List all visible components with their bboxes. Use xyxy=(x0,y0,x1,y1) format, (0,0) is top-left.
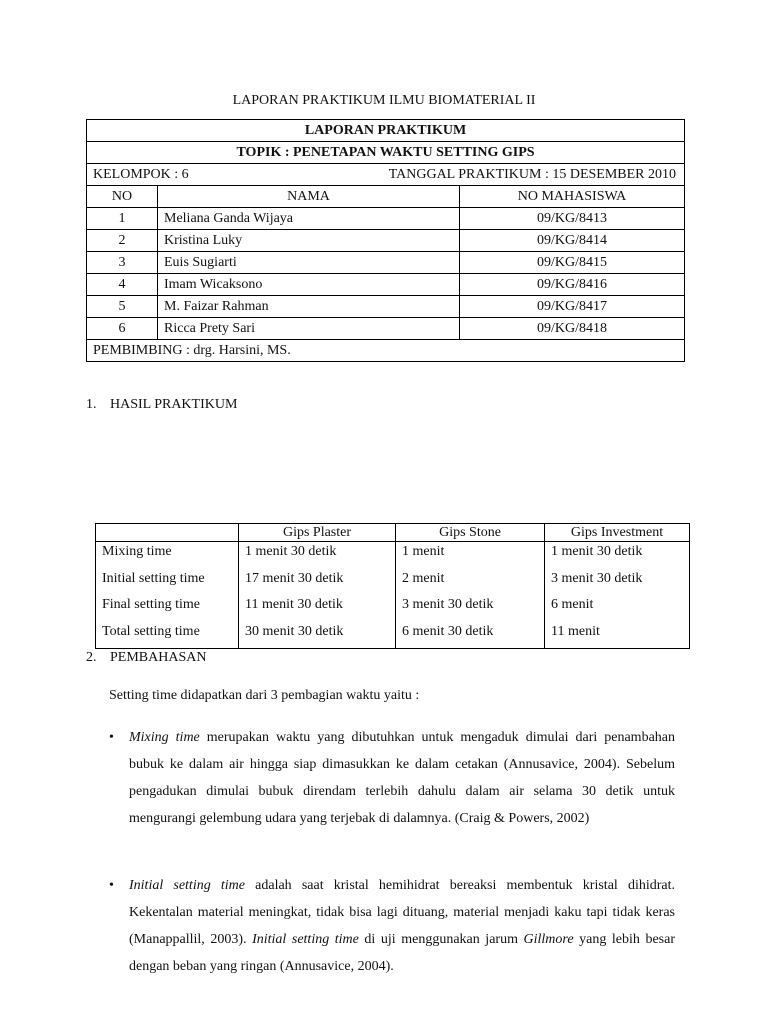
bullet-body: yang lebih besar dengan beban yang ringan (Annusavice, 2004). xyxy=(129,932,675,974)
member-nim: 09/KG/8416 xyxy=(460,274,685,296)
bullet-icon: • xyxy=(109,730,114,745)
plaster-value: 11 menit 30 detik xyxy=(239,595,396,622)
section-title: HASIL PRAKTIKUM xyxy=(110,397,238,412)
plaster-value: 17 menit 30 detik xyxy=(239,569,396,596)
document-title: LAPORAN PRAKTIKUM ILMU BIOMATERIAL II xyxy=(232,93,536,108)
row-label: Initial setting time xyxy=(96,569,239,596)
bullet-initial-setting-time xyxy=(109,872,675,980)
header-table xyxy=(86,119,685,362)
investment-value: 1 menit 30 detik xyxy=(545,542,690,569)
header-topic-row xyxy=(87,142,685,164)
results-header-investment: Gips Investment xyxy=(545,524,690,542)
investment-value: 6 menit xyxy=(545,595,690,622)
section-number: 2. xyxy=(86,650,97,665)
section-heading-pembahasan xyxy=(86,650,206,666)
header-title-row xyxy=(87,120,685,142)
bullet-text xyxy=(129,872,675,980)
member-nim: 09/KG/8415 xyxy=(460,252,685,274)
plaster-value: 30 menit 30 detik xyxy=(239,622,396,649)
section-number: 1. xyxy=(86,397,97,412)
member-nim: 09/KG/8413 xyxy=(460,208,685,230)
section-title: PEMBAHASAN xyxy=(110,650,207,665)
investment-value: 3 menit 30 detik xyxy=(545,569,690,596)
member-no: 4 xyxy=(87,274,158,296)
bullet-icon: • xyxy=(109,878,114,893)
member-name: Imam Wicaksono xyxy=(158,274,460,296)
investment-value: 11 menit xyxy=(545,622,690,649)
bullet-text xyxy=(129,724,675,832)
member-nim: 09/KG/8417 xyxy=(460,296,685,318)
member-no: 3 xyxy=(87,252,158,274)
stone-value: 1 menit xyxy=(396,542,545,569)
member-no: 1 xyxy=(87,208,158,230)
results-header-row xyxy=(96,524,690,542)
member-row xyxy=(87,230,685,252)
member-row xyxy=(87,208,685,230)
stone-value: 3 menit 30 detik xyxy=(396,595,545,622)
term-initial-setting-time: Initial setting time xyxy=(129,878,245,893)
report-title: LAPORAN PRAKTIKUM xyxy=(87,120,685,142)
section-heading-hasil xyxy=(86,397,237,413)
results-header-stone: Gips Stone xyxy=(396,524,545,542)
header-column-row xyxy=(87,186,685,208)
member-row xyxy=(87,318,685,340)
column-header-nim: NO MAHASISWA xyxy=(460,186,685,208)
column-header-no: NO xyxy=(87,186,158,208)
member-no: 6 xyxy=(87,318,158,340)
member-name: Ricca Prety Sari xyxy=(158,318,460,340)
results-row xyxy=(96,542,690,569)
results-header-plaster: Gips Plaster xyxy=(239,524,396,542)
bullet-body: merupakan waktu yang dibutuhkan untuk mengaduk dimulai dari penambahan bubuk ke dalam air hingga siap dimasukkan ke dalam cetakan (Annusavice, 2004). Sebelum pengadukan dimulai bubuk direndam terlebih dahulu dalam air selama 30 detik untuk mengurangi gelembung udara yang terjebak di dalamnya. (Craig & Powers, 2002) xyxy=(129,730,675,826)
row-label: Total setting time xyxy=(96,622,239,649)
results-table xyxy=(95,523,690,649)
member-row xyxy=(87,252,685,274)
member-name: Euis Sugiarti xyxy=(158,252,460,274)
member-row xyxy=(87,296,685,318)
header-group-row xyxy=(87,164,685,186)
results-row xyxy=(96,622,690,649)
member-name: Meliana Ganda Wijaya xyxy=(158,208,460,230)
member-no: 5 xyxy=(87,296,158,318)
group-number: KELOMPOK : 6 xyxy=(93,166,189,182)
member-name: M. Faizar Rahman xyxy=(158,296,460,318)
bullet-body: di uji menggunakan jarum xyxy=(358,932,524,947)
results-header-empty xyxy=(96,524,239,542)
bullet-mixing-time xyxy=(109,724,675,832)
term-gillmore: Gillmore xyxy=(523,932,574,947)
row-label: Final setting time xyxy=(96,595,239,622)
results-row xyxy=(96,595,690,622)
member-nim: 09/KG/8414 xyxy=(460,230,685,252)
member-nim: 09/KG/8418 xyxy=(460,318,685,340)
row-label: Mixing time xyxy=(96,542,239,569)
member-row xyxy=(87,274,685,296)
term-initial-setting-time-repeat: Initial setting time xyxy=(252,932,359,947)
term-mixing-time: Mixing time xyxy=(129,730,200,745)
report-topic: TOPIK : PENETAPAN WAKTU SETTING GIPS xyxy=(87,142,685,164)
supervisor-row xyxy=(87,340,685,362)
bullet-body: adalah saat kristal hemihidrat bereaksi membentuk kristal dihidrat. Kekentalan material meningkat, tidak bisa lagi dituang, material menjadi kaku tapi tidak keras (Manappallil, 2003). xyxy=(129,878,675,947)
stone-value: 2 menit xyxy=(396,569,545,596)
column-header-nama: NAMA xyxy=(158,186,460,208)
member-name: Kristina Luky xyxy=(158,230,460,252)
supervisor: PEMBIMBING : drg. Harsini, MS. xyxy=(87,340,685,362)
results-row xyxy=(96,569,690,596)
member-no: 2 xyxy=(87,230,158,252)
plaster-value: 1 menit 30 detik xyxy=(239,542,396,569)
intro-paragraph: Setting time didapatkan dari 3 pembagian waktu yaitu : xyxy=(109,688,420,703)
stone-value: 6 menit 30 detik xyxy=(396,622,545,649)
practicum-date: TANGGAL PRAKTIKUM : 15 DESEMBER 2010 xyxy=(388,166,677,182)
